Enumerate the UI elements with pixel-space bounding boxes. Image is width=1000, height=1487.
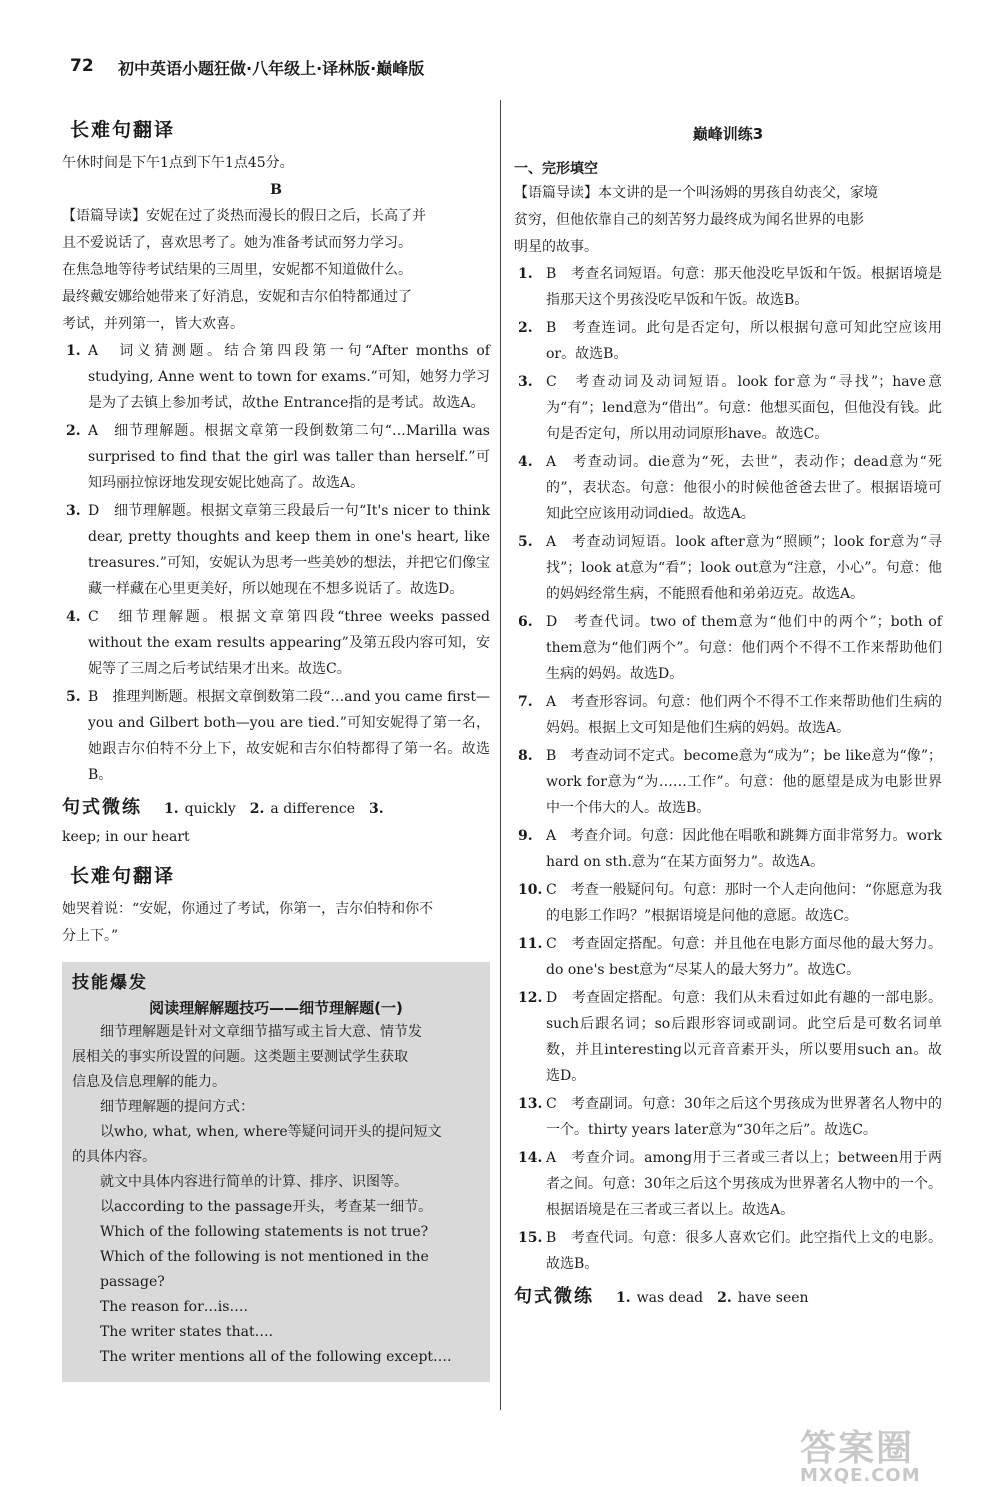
exercise-title: 巅峰训练3 xyxy=(692,125,764,143)
guide-line: 【语篇导读】本文讲的是一个叫汤姆的男孩自幼丧父，家境 xyxy=(514,185,878,201)
answer-item xyxy=(514,529,942,607)
skill-line: Which of the following statements is not true? xyxy=(100,1224,429,1240)
answer-number: 14. xyxy=(518,1150,543,1166)
answer-number: 3. xyxy=(66,503,81,519)
answer-text: A 考查动词短语。look after意为“照顾”；look for意为“寻找”；look at意为“看”；look out意为“注意，小心”。句意：他的妈妈经常生病，不能照看他和弟弟迈克。故选A。 xyxy=(546,534,942,602)
answer-number: 3. xyxy=(369,801,384,817)
answer-item xyxy=(514,931,942,983)
answer-number: 11. xyxy=(518,936,543,952)
answer-item xyxy=(62,604,490,682)
answer-item xyxy=(514,449,942,527)
translation-text: 分上下。” xyxy=(62,928,119,944)
answer-item xyxy=(514,261,942,313)
answer-item xyxy=(514,369,942,447)
answer-text: A 细节理解题。根据文章第一段倒数第二句“…Marilla was surprised to find that the girl was taller than herself.”可知玛丽拉惊讶地发现安妮比她高了。故选A。 xyxy=(88,423,490,491)
answer-item xyxy=(514,743,942,821)
answer-text: A 考查介词。句意：因此他在唱歌和跳舞方面非常努力。work hard on sth.意为“在某方面努力”。故选A。 xyxy=(546,828,942,870)
answer-text: C 考查一般疑问句。句意：那时一个人走向他问：“你愿意为我的电影工作吗？”根据语境是问他的意愿。故选C。 xyxy=(546,882,942,924)
answer-text: A 考查介词。among用于三者或三者以上；between用于两者之间。句意：30年之后这个男孩成为世界著名人物中的一个。根据语境是在三者或三者以上。故选A。 xyxy=(546,1150,942,1218)
answer-text: D 细节理解题。根据文章第三段最后一句“It's nicer to think dear, pretty thoughts and keep them in one's heart, like treasures.”可知，安妮认为思考一些美妙的想法，并把它们像宝藏一样藏在心里更美好，所以她现在不想多说话了。故选D。 xyxy=(88,503,490,597)
answer-item xyxy=(62,684,490,788)
watermark-text: 答案圈 xyxy=(800,1428,915,1469)
answer-text: A 考查动词。die意为“死，去世”，表动作；dead意为“死的”，表状态。句意：他很小的时候他爸爸去世了。根据语境可知此空应该用动词died。故选A。 xyxy=(546,454,942,522)
left-column xyxy=(62,105,490,1382)
guide-line: 贫穷，但他依靠自己的刻苦努力最终成为闻名世界的电影 xyxy=(514,212,864,228)
answer-item xyxy=(62,418,490,496)
answer-item xyxy=(514,1091,942,1143)
answer-number: 5. xyxy=(518,534,533,550)
answer-number: 5. xyxy=(66,689,81,705)
skill-line: 的具体内容。 xyxy=(72,1149,156,1165)
answer-text: C 考查副词。句意：30年之后这个男孩成为世界著名人物中的一个。thirty years later意为“30年之后”。故选C。 xyxy=(546,1096,942,1138)
answer-number: 10. xyxy=(518,882,543,898)
answer-number: 9. xyxy=(518,828,533,844)
skill-line: 就文中具体内容进行简单的计算、排序、识图等。 xyxy=(100,1174,408,1190)
answer-text: A 考查形容词。句意：他们两个不得不工作来帮助他们生病的妈妈。根据上文可知是他们生病的妈妈。故选A。 xyxy=(546,694,942,736)
answer-number: 7. xyxy=(518,694,533,710)
guide-line: 且不爱说话了，喜欢思考了。她为准备考试而努力学习。 xyxy=(62,235,412,251)
answer-text: keep; in our heart xyxy=(62,829,190,845)
answer-number: 2. xyxy=(249,801,265,817)
skill-box xyxy=(62,962,490,1382)
answer-number: 15. xyxy=(518,1230,543,1246)
skill-line: Which of the following is not mentioned in the passage? xyxy=(100,1249,429,1290)
guide-line: 在焦急地等待考试结果的三周里，安妮都不知道做什么。 xyxy=(62,262,412,278)
answer-text: B 考查连词。此句是否定句，所以根据句意可知此空应该用or。故选B。 xyxy=(546,320,942,362)
answer-number: 1. xyxy=(66,343,81,359)
answer-number: 2. xyxy=(717,1290,732,1306)
guide-line: 最终戴安娜给她带来了好消息，安妮和吉尔伯特都通过了 xyxy=(62,289,412,305)
answer-item xyxy=(514,1145,942,1223)
skill-paragraph: 展相关的事实所设置的问题。这类题主要测试学生获取 xyxy=(72,1049,408,1065)
column-divider xyxy=(500,100,501,1410)
running-title: 初中英语小题狂做·八年级上·译林版·巅峰版 xyxy=(118,59,425,78)
answer-text: C 细节理解题。根据文章第四段“three weeks passed without the exam results appearing”及第五段内容可知，安妮等了三周之后考试结果才出来。故选C。 xyxy=(88,609,490,677)
sentence-practice-label: 句式微练 xyxy=(514,1286,594,1307)
answer-number: 8. xyxy=(518,748,533,764)
reading-guide xyxy=(62,203,490,338)
sentence-practice-label: 句式微练 xyxy=(62,797,142,818)
answer-number: 4. xyxy=(66,609,81,625)
answer-number: 1. xyxy=(518,266,533,282)
answer-number: 1. xyxy=(164,801,179,817)
guide-line: 【语篇导读】安妮在过了炎热而漫长的假日之后，长高了并 xyxy=(62,208,426,224)
skill-line: 以according to the passage开头，考查某一细节。 xyxy=(100,1199,433,1215)
answer-item xyxy=(514,315,942,367)
answer-text: a difference xyxy=(270,801,356,817)
section-title: 长难句翻译 xyxy=(70,865,176,887)
answer-number: 13. xyxy=(518,1096,543,1112)
skill-line: The writer states that…. xyxy=(100,1324,274,1340)
translation-text: 她哭着说：“安妮，你通过了考试，你第一，吉尔伯特和你不 xyxy=(62,901,434,917)
section-heading: 一、完形填空 xyxy=(514,161,598,177)
watermark-url: MXQE.COM xyxy=(800,1465,921,1486)
answer-number: 6. xyxy=(518,614,533,630)
answer-text: quickly xyxy=(184,801,236,817)
answer-number: 2. xyxy=(518,320,533,336)
reading-guide xyxy=(514,180,942,261)
answer-text: B 考查动词不定式。become意为“成为”；be like意为“像”；work for意为“为……工作”。句意：他的愿望是成为电影世界中一个伟大的人。故选B。 xyxy=(546,748,942,816)
guide-line: 考试，并列第一，皆大欢喜。 xyxy=(62,316,244,332)
answer-item xyxy=(514,985,942,1089)
answer-number: 2. xyxy=(66,423,81,439)
answer-number: 1. xyxy=(616,1290,631,1306)
answer-number: 4. xyxy=(518,454,533,470)
skill-paragraph: 信息及信息理解的能力。 xyxy=(72,1074,226,1090)
answer-item xyxy=(514,823,942,875)
skill-line: The writer mentions all of the following except…. xyxy=(100,1349,452,1365)
answer-text: B 考查名词短语。句意：那天他没吃早饭和午饭。根据语境是指那天这个男孩没吃早饭和午饭。故选B。 xyxy=(546,266,942,308)
sentence-practice xyxy=(514,1283,942,1312)
answer-number: 12. xyxy=(518,990,543,1006)
page-number: 72 xyxy=(70,56,94,76)
answer-number: 3. xyxy=(518,374,533,390)
answer-item xyxy=(514,689,942,741)
translation-text: 午休时间是下午1点到下午1点45分。 xyxy=(62,155,294,171)
skill-subtitle: 阅读理解解题技巧——细节理解题(一) xyxy=(149,999,403,1017)
section-title: 长难句翻译 xyxy=(70,119,176,141)
answer-text: C 考查固定搭配。句意：并且他在电影方面尽他的最大努力。do one's best意为“尽某人的最大努力”。故选C。 xyxy=(546,936,942,978)
guide-line: 明星的故事。 xyxy=(514,239,598,255)
page-header xyxy=(60,38,960,88)
skill-line: 细节理解题的提问方式： xyxy=(100,1099,254,1115)
answer-text: was dead xyxy=(636,1290,704,1306)
answer-text: A 词义猜测题。结合第四段第一句“After months of studying, Anne went to town for exams.”可知，她努力学习是为了去镇上参加考试，故the Entrance指的是考试。故选A。 xyxy=(88,343,490,411)
answer-text: D 考查固定搭配。句意：我们从未看过如此有趣的一部电影。such后跟名词；so后跟形容词或副词。此空后是可数名词单数，并且interesting以元音音素开头，所以要用such an。故选D。 xyxy=(546,990,942,1084)
answer-text: D 考查代词。two of them意为“他们中的两个”；both of them意为“他们两个”。句意：他们两个不得不工作来帮助他们生病的妈妈。故选D。 xyxy=(546,614,942,682)
answer-text: have seen xyxy=(737,1290,809,1306)
answer-item xyxy=(514,609,942,687)
answer-item xyxy=(62,498,490,602)
skill-line: 以who, what, when, where等疑问词开头的提问短文 xyxy=(100,1124,442,1140)
answer-text: B 考查代词。句意：很多人喜欢它们。此空指代上文的电影。故选B。 xyxy=(546,1230,942,1272)
right-column xyxy=(514,105,942,1316)
answer-text: B 推理判断题。根据文章倒数第二段“…and you came first—you and Gilbert both—you are tied.”可知安妮得了第一名，她跟吉尔伯特不分上下，故安妮和吉尔伯特都得了第一名。故选B。 xyxy=(88,689,490,783)
watermark xyxy=(800,1420,990,1486)
sentence-practice xyxy=(62,794,490,851)
skill-paragraph: 细节理解题是针对文章细节描写或主旨大意、情节发 xyxy=(100,1024,422,1040)
answer-item xyxy=(514,1225,942,1277)
part-label: B xyxy=(270,182,282,198)
answer-item xyxy=(514,877,942,929)
skill-title: 技能爆发 xyxy=(72,973,148,993)
skill-line: The reason for…is…. xyxy=(100,1299,248,1315)
answer-item xyxy=(62,338,490,416)
answer-text: C 考查动词及动词短语。look for意为“寻找”；have意为“有”；lend意为“借出”。句意：他想买面包，但他没有钱。此句是否定句，所以用动词原形have。故选C。 xyxy=(546,374,942,442)
